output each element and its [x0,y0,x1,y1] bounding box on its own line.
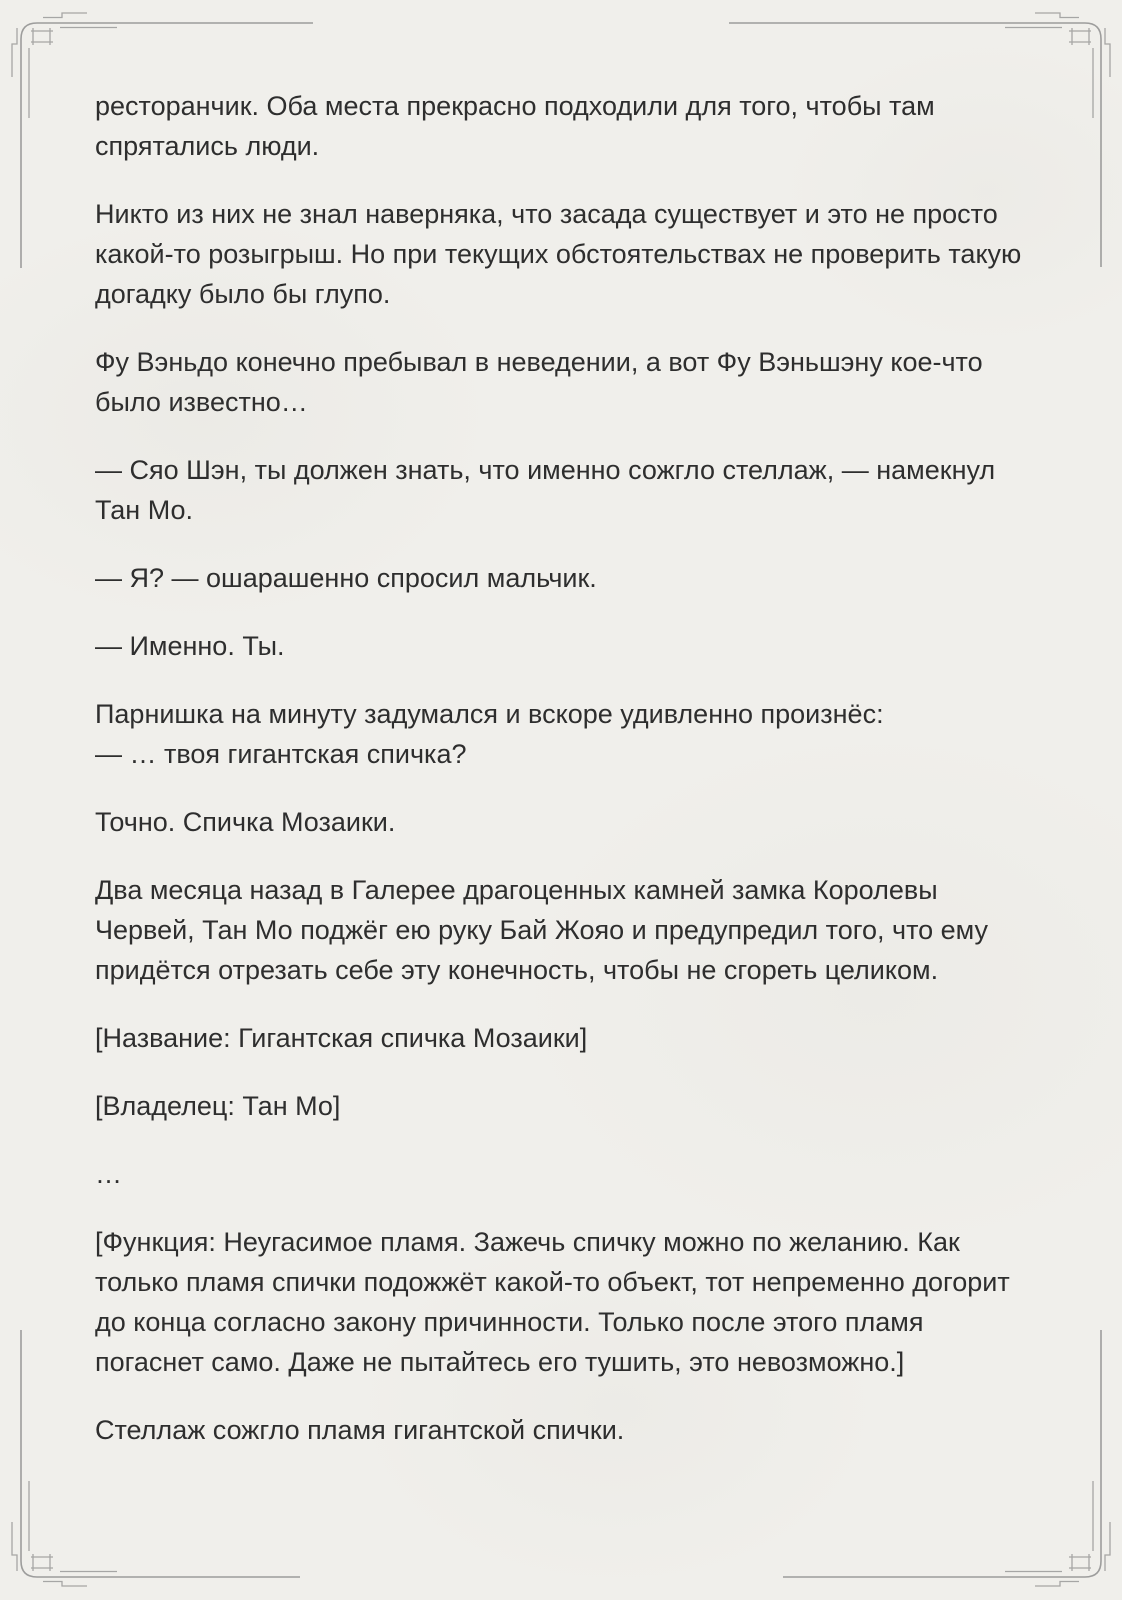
page-text [95,86,1045,1478]
text-line: Точно. Спичка Мозаики. [95,807,396,837]
text-line: Червей, Тан Мо поджёг ею руку Бай Жояо и предупредил того, что ему [95,915,989,945]
text-line: Стеллаж сожгло пламя гигантской спички. [95,1415,625,1445]
text-line: [Функция: Неугасимое пламя. Зажечь спичку можно по желанию. Как [95,1227,960,1257]
paragraph [95,802,1045,842]
text-line: — Именно. Ты. [95,631,285,661]
paragraph [95,1410,1045,1450]
paragraph [95,1222,1045,1382]
text-line: — Сяо Шэн, ты должен знать, что именно сожгло стеллаж, — намекнул [95,455,996,485]
text-line: ресторанчик. Оба места прекрасно подходили для того, чтобы там [95,91,935,121]
paragraph [95,558,1045,598]
paragraph [95,342,1045,422]
text-line: Фу Вэньдо конечно пребывал в неведении, а вот Фу Вэньшэну кое-что [95,347,983,377]
text-line: до конца согласно закону причинности. Только после этого пламя [95,1307,924,1337]
text-line: погаснет само. Даже не пытайтесь его тушить, это невозможно.] [95,1347,905,1377]
text-line: только пламя спички подожжёт какой-то объект, тот непременно догорит [95,1267,1010,1297]
paragraph [95,870,1045,990]
text-line: Два месяца назад в Галерее драгоценных камней замка Королевы [95,875,938,905]
paragraph [95,1086,1045,1126]
text-line: спрятались люди. [95,131,320,161]
text-line: [Название: Гигантская спичка Мозаики] [95,1023,588,1053]
text-line: — … твоя гигантская спичка? [95,739,467,769]
text-line: [Владелец: Тан Мо] [95,1091,341,1121]
paragraph [95,694,1045,774]
text-line: Никто из них не знал наверняка, что засада существует и это не просто [95,199,998,229]
text-line: было известно… [95,387,308,417]
text-line: догадку было бы глупо. [95,279,391,309]
paragraph [95,1018,1045,1058]
paragraph [95,194,1045,314]
text-line: придётся отрезать себе эту конечность, чтобы не сгореть целиком. [95,955,939,985]
paragraph [95,450,1045,530]
paragraph [95,626,1045,666]
text-line: какой-то розыгрыш. Но при текущих обстоятельствах не проверить такую [95,239,1022,269]
text-line: … [95,1159,122,1189]
text-line: Парнишка на минуту задумался и вскоре удивленно произнёс: [95,699,884,729]
text-line: — Я? — ошарашенно спросил мальчик. [95,563,597,593]
paragraph [95,86,1045,166]
paragraph [95,1154,1045,1194]
text-line: Тан Мо. [95,495,194,525]
